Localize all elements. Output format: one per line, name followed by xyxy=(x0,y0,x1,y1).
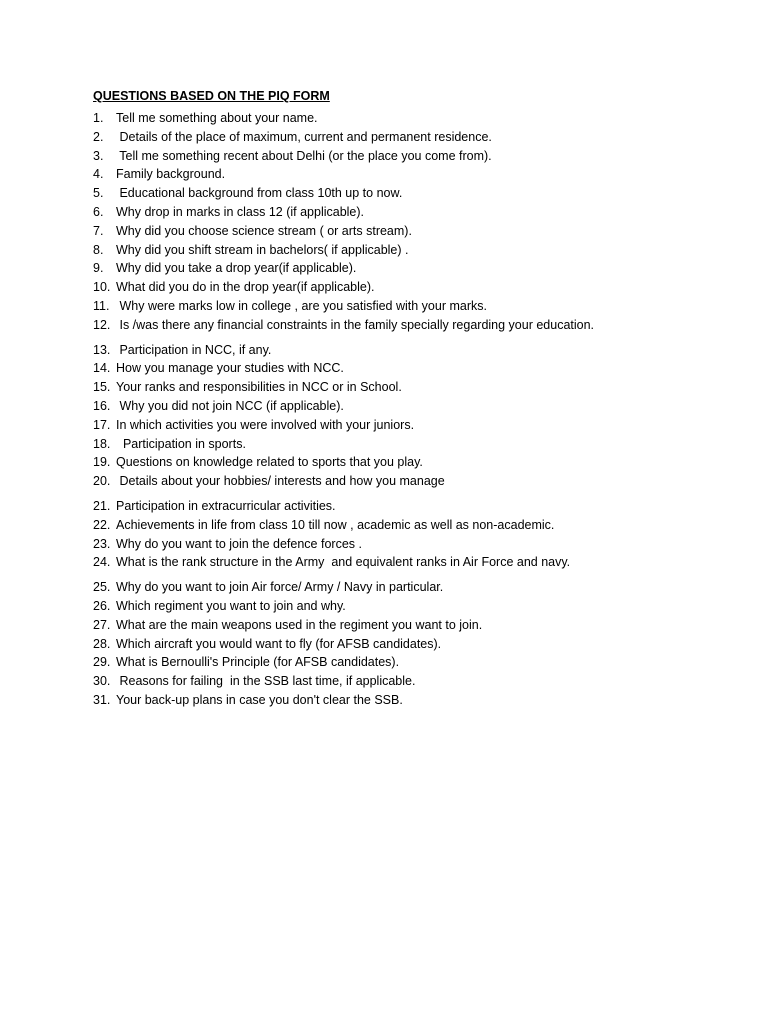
question-text: Why do you want to join the defence forces . xyxy=(116,536,362,551)
question-text: What is Bernoulli's Principle (for AFSB candidates). xyxy=(116,655,400,670)
list-item xyxy=(93,653,693,672)
question-text: Why were marks low in college , are you satisfied with your marks. xyxy=(116,298,487,313)
list-item xyxy=(93,147,693,166)
list-item xyxy=(93,578,693,597)
list-item xyxy=(93,453,693,472)
question-number: 12. xyxy=(93,317,111,332)
question-text: Your back-up plans in case you don't clear the SSB. xyxy=(116,692,403,707)
question-text: Reasons for failing in the SSB last time, if applicable. xyxy=(116,674,416,689)
question-number: 7. xyxy=(93,223,104,238)
question-text: Is /was there any financial constraints in the family specially regarding your education. xyxy=(116,317,595,332)
question-number: 5. xyxy=(93,186,104,201)
list-item xyxy=(93,535,693,554)
question-number: 1. xyxy=(93,111,104,125)
question-text: Participation in sports. xyxy=(116,436,246,451)
question-text: Details of the place of maximum, current and permanent residence. xyxy=(116,129,492,144)
question-number: 2. xyxy=(93,129,104,144)
question-number: 17. xyxy=(93,417,111,432)
list-item xyxy=(93,416,693,435)
question-text: Participation in extracurricular activities. xyxy=(116,498,336,513)
list-item xyxy=(93,203,693,222)
list-item xyxy=(93,316,693,335)
question-text: Why do you want to join Air force/ Army / Navy in particular. xyxy=(116,580,444,595)
question-text: What are the main weapons used in the regiment you want to join. xyxy=(116,617,483,632)
list-item xyxy=(93,359,693,378)
question-text: Which regiment you want to join and why. xyxy=(116,598,346,613)
list-item xyxy=(93,472,693,491)
question-text: What is the rank structure in the Army and equivalent ranks in Air Force and navy. xyxy=(116,555,571,570)
list-item xyxy=(93,222,693,241)
question-text: Why did you shift stream in bachelors( if applicable) . xyxy=(116,242,409,257)
question-text: Participation in NCC, if any. xyxy=(116,342,272,357)
list-item xyxy=(93,553,693,572)
question-text: Which aircraft you would want to fly (for AFSB candidates). xyxy=(116,636,442,651)
question-text: Why drop in marks in class 12 (if applicable). xyxy=(116,204,365,219)
list-item xyxy=(93,635,693,654)
list-item xyxy=(93,241,693,260)
question-text: Family background. xyxy=(116,167,226,182)
question-number: 10. xyxy=(93,280,111,295)
question-number: 13. xyxy=(93,342,111,357)
question-number: 20. xyxy=(93,474,111,489)
list-item xyxy=(93,691,693,710)
question-text: Questions on knowledge related to sports that you play. xyxy=(116,455,423,470)
list-item xyxy=(93,597,693,616)
question-list xyxy=(93,109,693,710)
question-text: Tell me something about your name. xyxy=(116,111,318,125)
question-number: 23. xyxy=(93,536,111,551)
question-number: 24. xyxy=(93,555,111,570)
question-number: 16. xyxy=(93,398,111,413)
list-item xyxy=(93,341,693,360)
list-item xyxy=(93,259,693,278)
list-item xyxy=(93,165,693,184)
question-number: 30. xyxy=(93,674,111,689)
question-number: 21. xyxy=(93,498,111,513)
question-text: Educational background from class 10th up to now. xyxy=(116,186,403,201)
question-number: 8. xyxy=(93,242,104,257)
list-item xyxy=(93,397,693,416)
question-text: Achievements in life from class 10 till now , academic as well as non-academic. xyxy=(116,517,555,532)
question-text: How you manage your studies with NCC. xyxy=(116,361,344,376)
question-text: Why did you choose science stream ( or arts stream). xyxy=(116,223,412,238)
question-number: 25. xyxy=(93,580,111,595)
question-number: 31. xyxy=(93,692,111,707)
list-item xyxy=(93,378,693,397)
question-text: In which activities you were involved with your juniors. xyxy=(116,417,415,432)
question-text: Your ranks and responsibilities in NCC or in School. xyxy=(116,380,402,395)
question-number: 3. xyxy=(93,148,104,163)
question-text: Why you did not join NCC (if applicable). xyxy=(116,398,344,413)
question-text: Tell me something recent about Delhi (or the place you come from). xyxy=(116,148,492,163)
list-item xyxy=(93,297,693,316)
question-text: Details about your hobbies/ interests and how you manage xyxy=(116,474,445,489)
question-number: 4. xyxy=(93,167,104,182)
list-item xyxy=(93,128,693,147)
question-number: 22. xyxy=(93,517,111,532)
list-item xyxy=(93,184,693,203)
document-page xyxy=(93,88,693,710)
question-number: 6. xyxy=(93,204,104,219)
question-number: 27. xyxy=(93,617,111,632)
list-item xyxy=(93,278,693,297)
list-item xyxy=(93,497,693,516)
question-text: What did you do in the drop year(if applicable). xyxy=(116,280,375,295)
list-item xyxy=(93,672,693,691)
document-title: QUESTIONS BASED ON THE PIQ FORM xyxy=(93,89,330,103)
question-number: 15. xyxy=(93,380,111,395)
list-item xyxy=(93,616,693,635)
list-item xyxy=(93,109,693,128)
list-item xyxy=(93,516,693,535)
question-text: Why did you take a drop year(if applicable). xyxy=(116,261,357,276)
list-item xyxy=(93,435,693,454)
question-number: 9. xyxy=(93,261,104,276)
question-number: 28. xyxy=(93,636,111,651)
question-number: 18. xyxy=(93,436,111,451)
question-number: 11. xyxy=(93,298,110,313)
question-number: 26. xyxy=(93,598,111,613)
question-number: 14. xyxy=(93,361,111,376)
question-number: 19. xyxy=(93,455,111,470)
question-number: 29. xyxy=(93,655,111,670)
